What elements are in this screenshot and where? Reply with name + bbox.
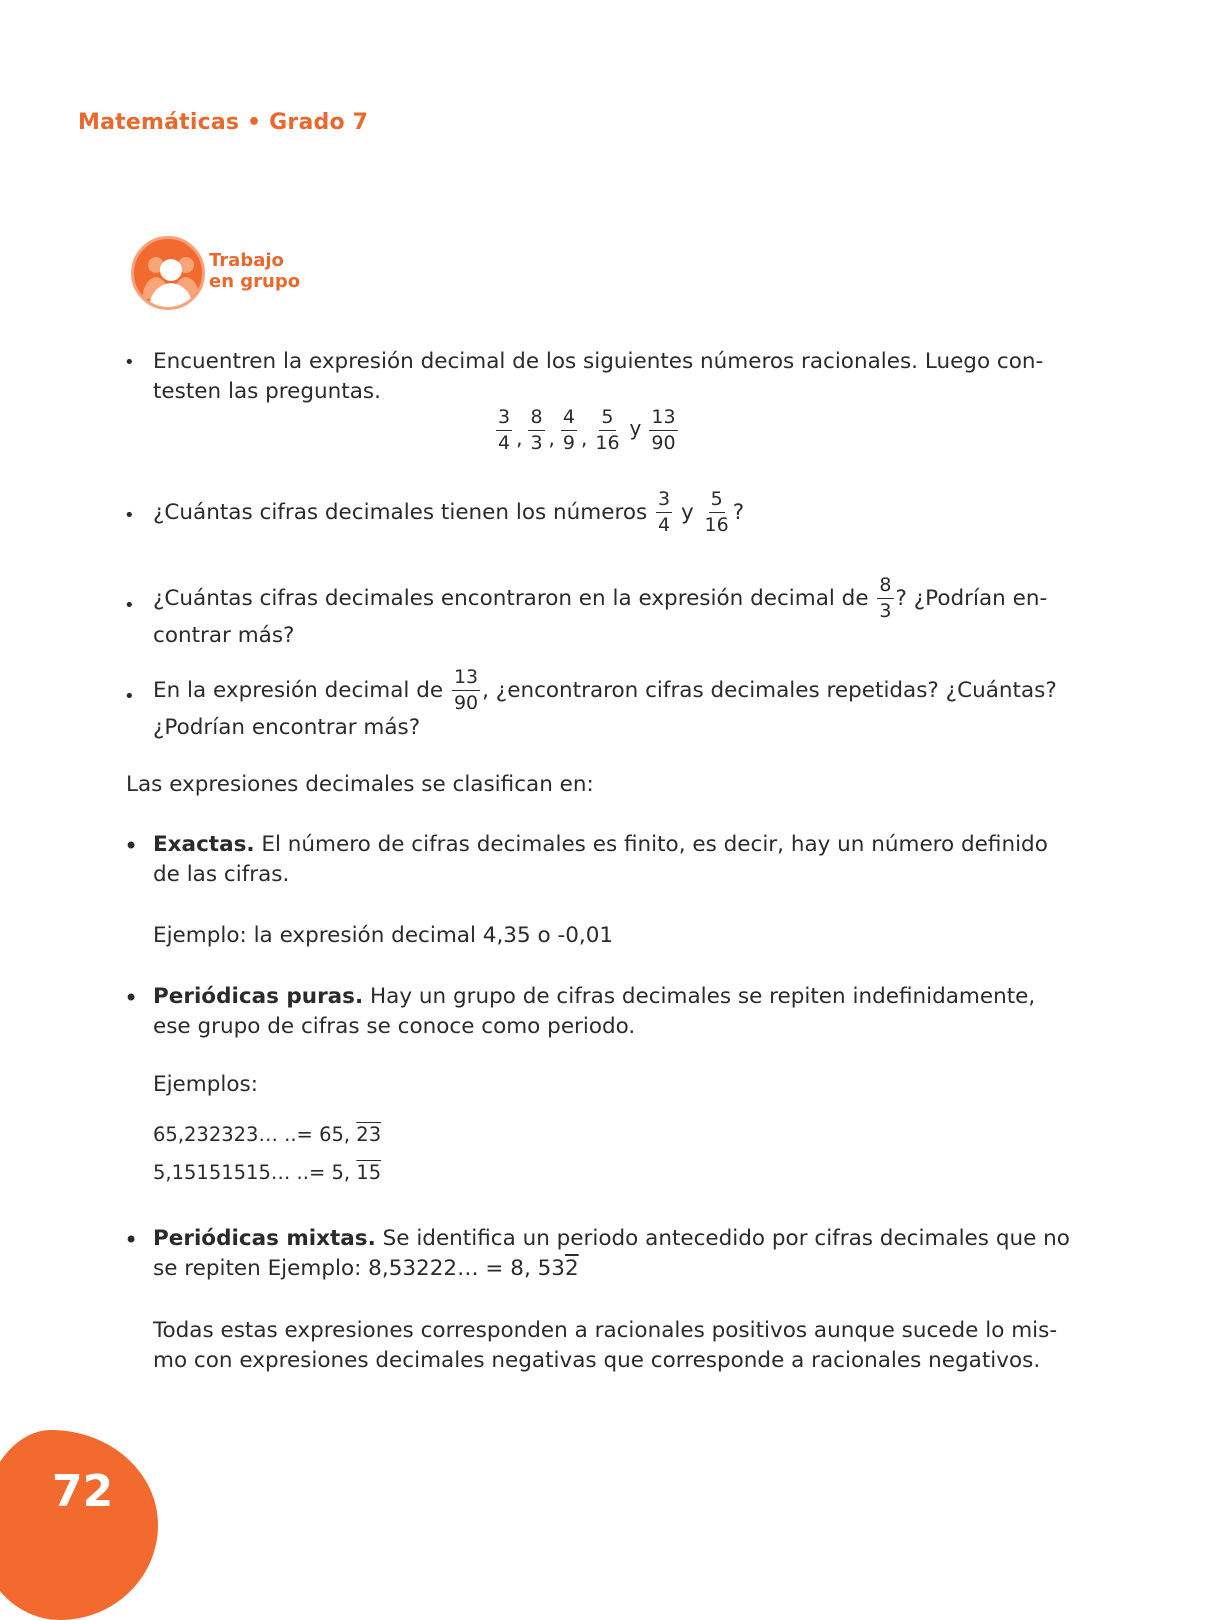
group-work-badge (131, 236, 311, 316)
page-number-blob (0, 1430, 158, 1620)
fraction: $\frac{13}{90}$ (453, 666, 479, 714)
fraction: $\frac{13}{90}$ (651, 406, 676, 454)
mixed-title: Periódicas mixtas. (153, 1226, 376, 1251)
exact-example: Ejemplo: la expresión decimal 4,35 o -0,01 (153, 923, 614, 948)
fraction: $\frac{4}{9}$ (562, 406, 575, 454)
header-subject: Matemáticas (78, 110, 240, 135)
classification-intro: Las expresiones decimales se clasifican en: (126, 772, 594, 797)
closing-paragraph: Todas estas expresiones corresponden a racionales positivos aunque sucede lo mis- mo con expresiones decimales negativas que corresponde a racionales negativos. (153, 1318, 1058, 1373)
bullet-icon: • (124, 352, 135, 373)
pure-definition: Periódicas puras. Hay un grupo de cifras decimales se repiten indefinidamente, ese grupo de cifras se conoce como periodo. (153, 984, 1036, 1039)
fraction: $\frac{8}{3}$ (530, 406, 543, 454)
fraction: $\frac{5}{16}$ (595, 406, 620, 454)
bullet-icon: • (124, 1226, 139, 1254)
mixed-definition: Periódicas mixtas. Se identifica un periodo antecedido por cifras decimales que no se repiten Ejemplo: 8,53222… = 8, 532 (153, 1226, 1070, 1281)
activity-item-1-line-2: testen las preguntas. (153, 379, 381, 404)
pure-example-1: 65,232323… ..= 65, 23 (153, 1123, 382, 1146)
activity-item-1-line-1: Encuentren la expresión decimal de los siguientes números racionales. Luego con- (153, 349, 1044, 374)
group-people-icon (131, 236, 205, 310)
header-grade: Grado 7 (269, 110, 369, 135)
activity-item-3-line-2: contrar más? (153, 623, 295, 648)
pure-example-2: 5,15151515… ..= 5, 15 (153, 1161, 382, 1184)
bullet-icon: • (124, 984, 139, 1012)
fraction: $\frac{3}{4}$ (658, 488, 671, 536)
fractions-list: $\frac{3}{4}$ , $\frac{8}{3}$ , $\frac{4}{9}$ , $\frac{5}{16}$ y $\frac{13}{90}$ (498, 406, 676, 454)
badge-line-2: en grupo (209, 271, 301, 292)
pure-title: Periódicas puras. (153, 984, 364, 1009)
activity-item-4-line-2: ¿Podrían encontrar más? (153, 715, 421, 740)
activity-item-3: ¿Cuántas cifras decimales encontraron en la expresión decimal de $\frac{8}{3}$ ? ¿Podrían en- contrar más? (153, 576, 1047, 651)
badge-label (209, 250, 300, 292)
bullet-icon: • (124, 505, 135, 526)
bullet-icon: • (124, 595, 135, 616)
fraction: $\frac{3}{4}$ (498, 406, 511, 454)
bullet-icon: • (124, 686, 135, 707)
badge-line-1: Trabajo (209, 250, 284, 271)
fraction: $\frac{5}{16}$ (704, 488, 729, 536)
exact-title: Exactas. (153, 832, 255, 857)
header-separator: • (247, 110, 262, 135)
page-header (78, 110, 368, 135)
page-number: 72 (52, 1466, 114, 1517)
exact-definition: Exactas. El número de cifras decimales es finito, es decir, hay un número definido de las cifras. (153, 832, 1048, 887)
pure-examples-label: Ejemplos: (153, 1072, 258, 1097)
activity-item-1 (153, 347, 1043, 407)
activity-item-4: En la expresión decimal de $\frac{13}{90}$ , ¿encontraron cifras decimales repetidas? ¿Cuántas? ¿Podrían encontrar más? (153, 668, 1057, 743)
bullet-icon: • (124, 832, 139, 860)
activity-item-2: ¿Cuántas cifras decimales tienen los números $\frac{3}{4}$ y $\frac{5}{16}$ ? (153, 488, 745, 536)
fraction: $\frac{8}{3}$ (879, 574, 892, 622)
